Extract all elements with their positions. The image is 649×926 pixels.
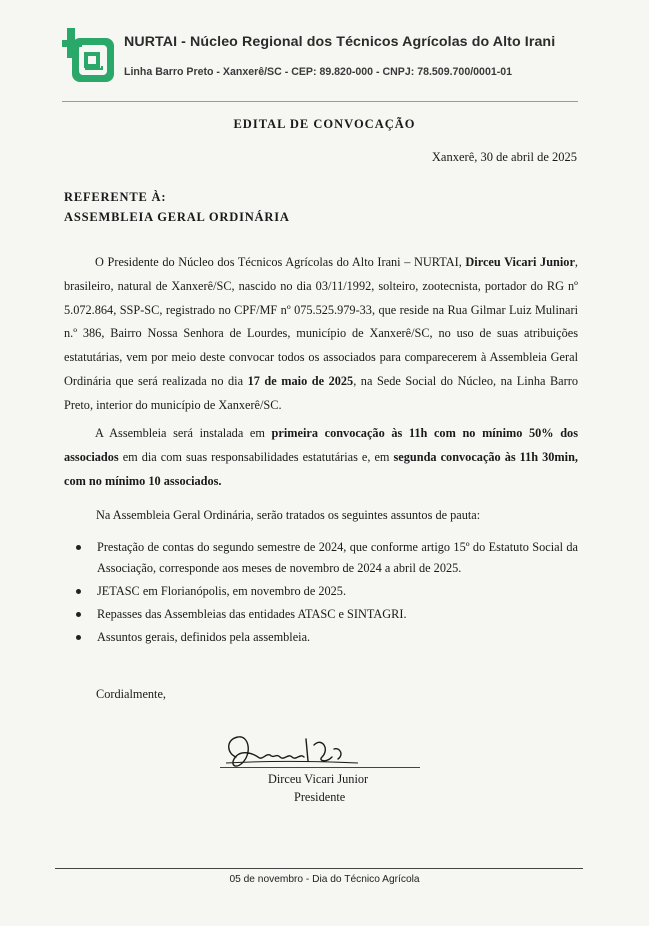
paragraph-text: , brasileiro, natural de Xanxerê/SC, nascido no dia 03/11/1992, solteiro, zootecnista, portador do RG nº 5.072.864, SSP-SC, registrado no CPF/MF nº 075.525.979-33, que reside na Rua Gilmar Luiz Mulinari n.º 386, Bairro Nossa Senhora de Lourdes, município de Xanxerê/SC, no uso de suas atribuições estatutárias, vem por meio deste convocar todos os associados para comparecerem à Assembleia Geral Ordinária que será realizada no dia <box>64 255 578 388</box>
footer-text: 05 de novembro - Dia do Técnico Agrícola <box>229 874 420 885</box>
assembly-date: 17 de maio de 2025 <box>247 373 354 388</box>
reference-subject: ASSEMBLEIA GERAL ORDINÁRIA <box>64 210 290 224</box>
paragraph-quorum <box>64 422 578 493</box>
reference-label: REFERENTE À: <box>64 190 167 204</box>
paragraph-text: , na Sede Social do Núcleo, na Linha Barro Preto, interior do município de Xanxerê/SC. <box>64 373 578 412</box>
footer-divider <box>55 868 583 869</box>
document-date: Xanxerê, 30 de abril de 2025 <box>431 150 577 164</box>
agenda-item <box>73 627 578 648</box>
agenda-list <box>73 537 578 650</box>
first-call-text: primeira convocação às 11h com no mínimo 50% dos associados <box>64 426 578 464</box>
second-call-text: segunda convocação às 11h 30min, com no mínimo 10 associados. <box>64 449 579 488</box>
agenda-item-text: Repasses das Assembleias das entidades ATASC e SINTAGRI. <box>97 607 407 621</box>
bullet-icon <box>76 635 81 640</box>
document-title: EDITAL DE CONVOCAÇÃO <box>233 117 416 131</box>
bullet-icon <box>76 589 81 594</box>
paragraph-agenda-intro: Na Assembleia Geral Ordinária, serão tratados os seguintes assuntos de pauta: <box>96 508 481 522</box>
agenda-item-text: Assuntos gerais, definidos pela assembleia. <box>97 630 311 644</box>
bullet-icon <box>76 545 81 550</box>
closing-text: Cordialmente, <box>96 687 167 701</box>
paragraph-text: O Presidente do Núcleo dos Técnicos Agrícolas do Alto Irani – NURTAI, <box>95 255 466 269</box>
signature-line <box>220 767 420 768</box>
paragraph-convocation <box>64 251 578 418</box>
agenda-item-text: Prestação de contas do segundo semestre de 2024, que conforme artigo 15º do Estatuto Social da Associação, corresponde aos meses de novembro de 2024 a abril de 2025. <box>97 540 578 575</box>
president-name: Dirceu Vicari Junior <box>465 255 575 269</box>
organization-name: NURTAI - Núcleo Regional dos Técnicos Agrícolas do Alto Irani <box>124 34 556 50</box>
header-divider <box>62 101 578 102</box>
signer-role: Presidente <box>294 790 346 804</box>
paragraph-text: A Assembleia será instalada em <box>95 426 272 440</box>
nurtai-logo <box>62 28 116 86</box>
organization-address: Linha Barro Preto - Xanxerê/SC - CEP: 89.820-000 - CNPJ: 78.509.700/0001-01 <box>124 66 513 78</box>
agenda-item-text: JETASC em Florianópolis, em novembro de 2025. <box>97 584 347 598</box>
agenda-item <box>73 604 578 625</box>
bullet-icon <box>76 612 81 617</box>
signer-name: Dirceu Vicari Junior <box>268 772 369 786</box>
agenda-item <box>73 537 578 579</box>
agenda-item <box>73 581 578 602</box>
paragraph-text: em dia com suas responsabilidades estatutárias e, em <box>118 449 394 464</box>
